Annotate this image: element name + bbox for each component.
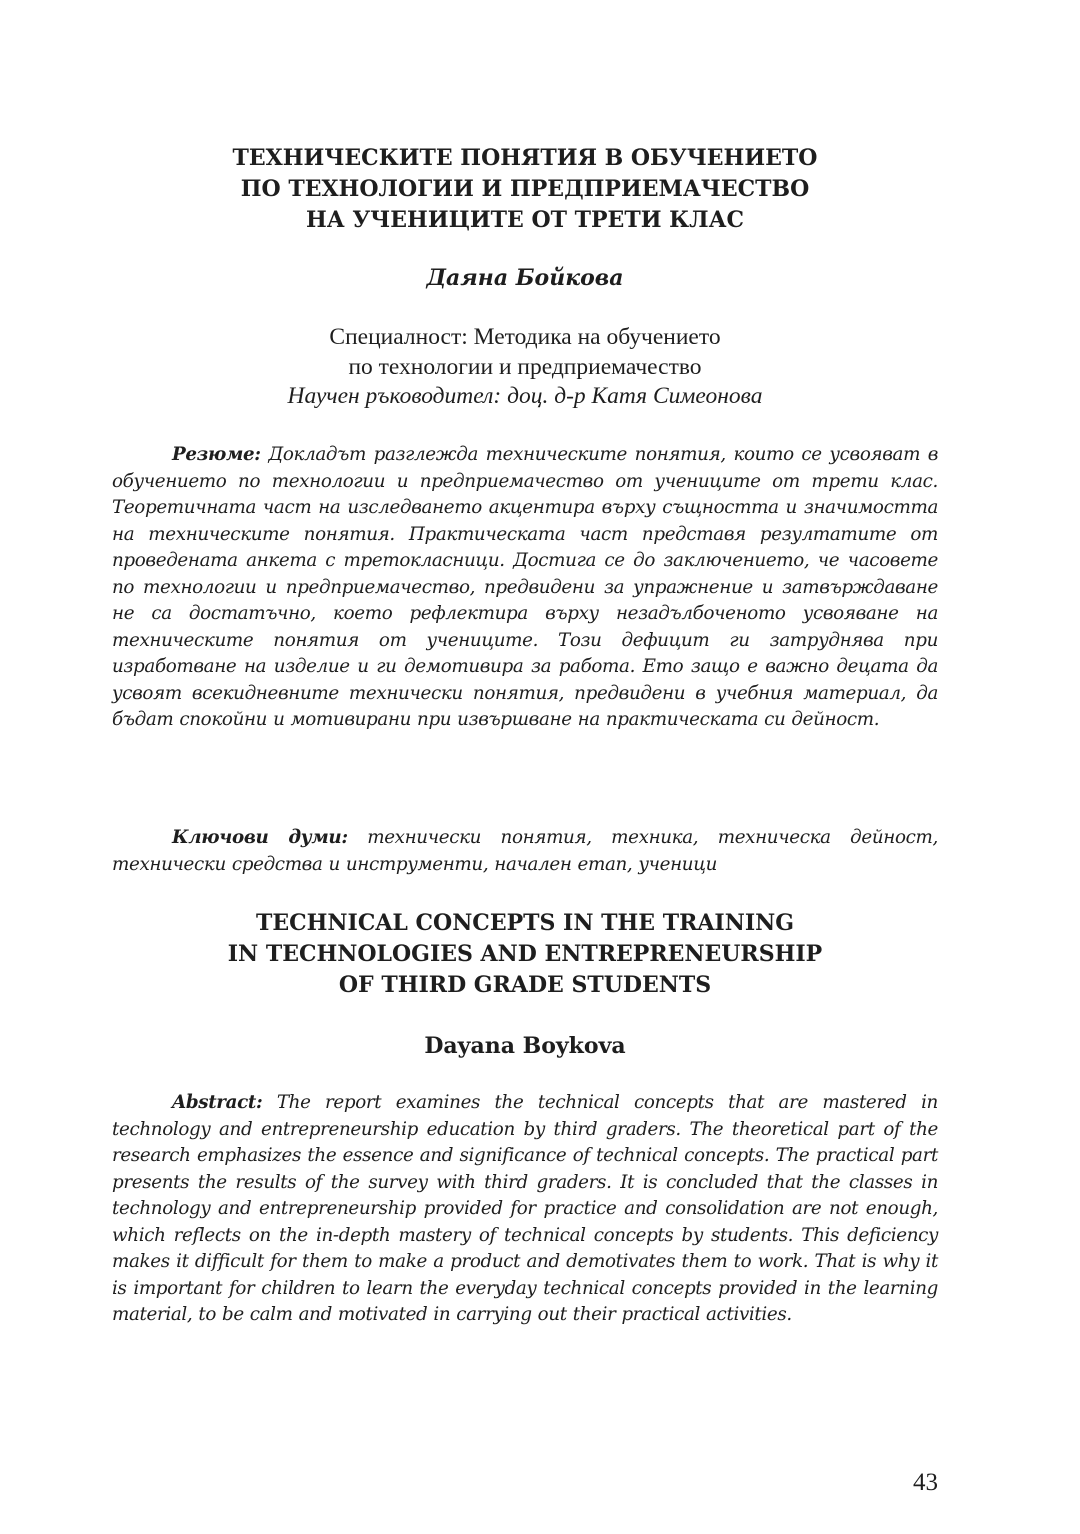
page-number: 43: [913, 1469, 938, 1496]
en-abstract-text: The report examines the technical concepts that are mastered in technology and entrepreneurship education by third graders. The theoretical part of the research emphasizes the essence and significance of technical concepts. The practical part presents the results of the survey with third graders. It is concluded that the classes in technology and entrepreneurship provided for practice and consolidation are not enough, which reflects on the in-depth mastery of technical concepts by students. This deficiency makes it difficult for them to make a product and demotivates them to work. That is why it is important for children to learn the everyday technical concepts provided in the learning material, to be calm and motivated in carrying out their practical activities.: [112, 1092, 938, 1325]
bg-abstract: [112, 442, 938, 734]
bg-abstract-label: Резюме:: [172, 444, 261, 465]
bg-keywords-text: технически понятия, техника, техническа дейност, технически средства и инструменти, начален етап, ученици: [112, 827, 938, 875]
bg-abstract-text: Докладът разглежда техническите понятия, които се усвояват в обучението по технологии и предприемачество от учениците от трети клас. Теоретичната част на изследването акцентира върху същността и значимостта на техническите понятия. Практическата част представя резултатите от проведената анкета с третокласници. Достига се до заключението, че часовете по технологии и предприемачество, предвидени за упражнение и затвърждаване не са достатъчно, което рефлектира върху незадълбоченото усвояване на техническите понятия от учениците. Този дефицит ги затруднява при изработване на изделие и ги демотивира за работа. Ето защо е важно децата да усвоят всекидневните технически понятия, предвидени в учебния материал, да бъдат спокойни и мотивирани при извършване на практическата си дейност.: [112, 444, 938, 730]
en-abstract: [112, 1090, 938, 1329]
bg-title-line: НА УЧЕНИЦИТЕ ОТ ТРЕТИ КЛАС: [305, 207, 745, 233]
en-title: [112, 908, 938, 1001]
en-title-line: TECHNICAL CONCEPTS IN THE TRAINING: [255, 910, 795, 936]
bg-title: [112, 143, 938, 236]
en-author: Dayana Boykova: [424, 1033, 626, 1059]
bg-affiliation: [112, 323, 938, 412]
en-title-line: OF THIRD GRADE STUDENTS: [338, 972, 712, 998]
en-title-line: IN TECHNOLOGIES AND ENTREPRENEURSHIP: [227, 941, 823, 967]
specialty-line: Специалност: Методика на обучението: [329, 324, 721, 350]
bg-title-line: ПО ТЕХНОЛОГИИ И ПРЕДПРИЕМАЧЕСТВО: [240, 176, 810, 202]
specialty-line: по технологии и предприемачество: [348, 353, 702, 380]
en-abstract-label: Abstract:: [172, 1092, 263, 1113]
supervisor: Научен ръководител: доц. д-р Катя Симеонова: [287, 383, 763, 409]
bg-keywords: [112, 825, 938, 878]
bg-title-line: ТЕХНИЧЕСКИТЕ ПОНЯТИЯ В ОБУЧЕНИЕТО: [232, 145, 818, 171]
bg-keywords-label: Ключови думи:: [172, 827, 348, 848]
bg-author: Даяна Бойкова: [426, 265, 624, 291]
